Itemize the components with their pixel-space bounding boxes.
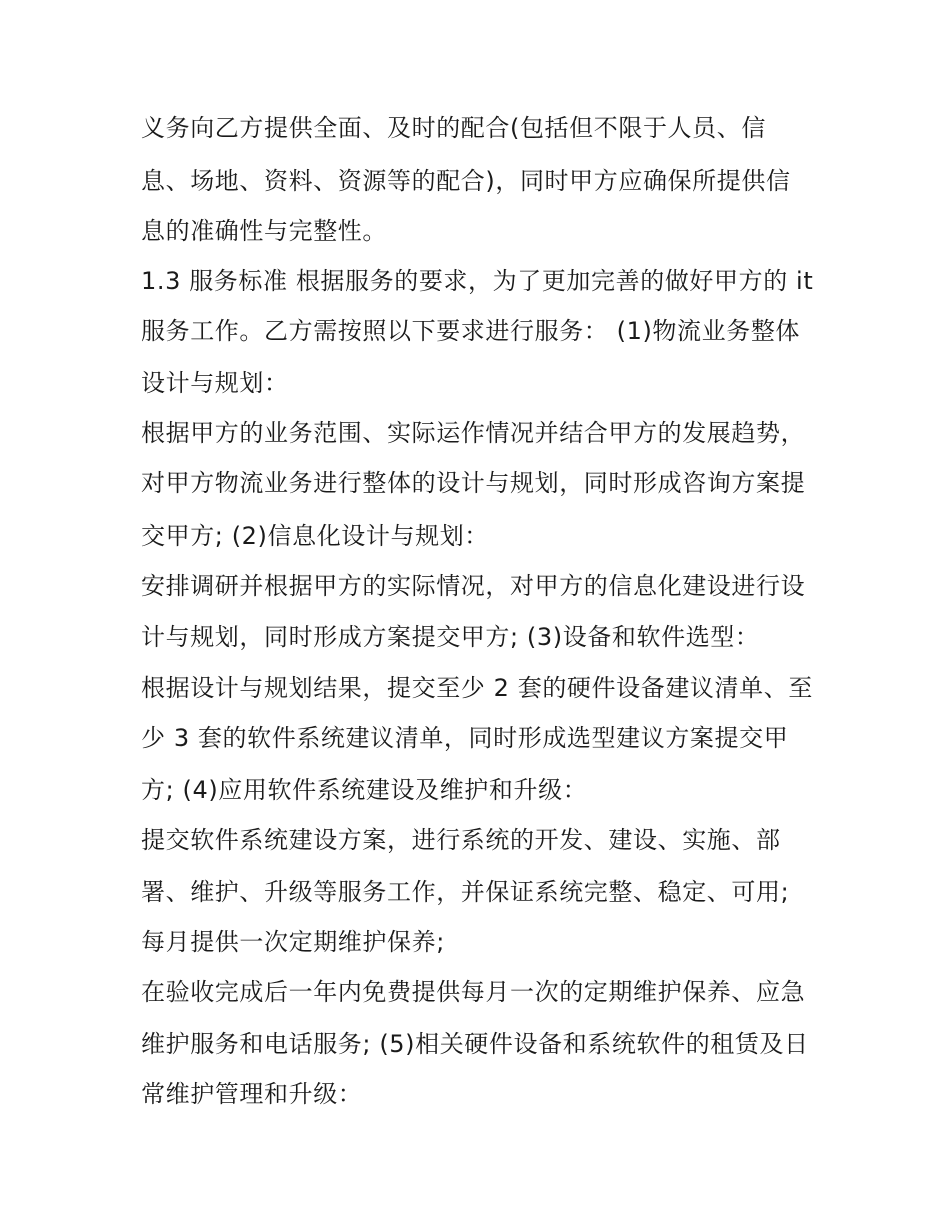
text-line: 计与规划，同时形成方案提交甲方; (3)设备和软件选型： [141,623,760,651]
text-line: 署、维护、升级等服务工作，并保证系统完整、稳定、可用; [141,878,790,906]
text-line: 常维护管理和升级： [141,1080,363,1108]
text-line: 方; (4)应用软件系统建设及维护和升级： [141,776,588,804]
text-line: 根据设计与规划结果，提交至少 2 套的硬件设备建议清单、至 [141,674,813,702]
text-line: 义务向乙方提供全面、及时的配合(包括但不限于人员、信 [141,114,766,142]
text-line: 交甲方; (2)信息化设计与规划： [141,522,489,550]
text-line: 对甲方物流业务进行整体的设计与规划，同时形成咨询方案提 [141,469,806,497]
text-line: 息的准确性与完整性。 [141,217,387,245]
text-line: 息、场地、资料、资源等的配合)，同时甲方应确保所提供信 [141,167,791,195]
text-line: 服务工作。乙方需按照以下要求进行服务： (1)物流业务整体 [141,317,801,345]
text-line: 少 3 套的软件系统建议清单，同时形成选型建议方案提交甲 [141,724,789,752]
text-line: 安排调研并根据甲方的实际情况，对甲方的信息化建设进行设 [141,572,806,600]
text-line: 1.3 服务标准 根据服务的要求，为了更加完善的做好甲方的 it [141,267,814,295]
text-line: 维护服务和电话服务; (5)相关硬件设备和系统软件的租赁及日 [141,1030,809,1058]
text-line: 根据甲方的业务范围、实际运作情况并结合甲方的发展趋势， [141,419,806,447]
text-line: 设计与规划： [141,369,289,397]
text-line: 在验收完成后一年内免费提供每月一次的定期维护保养、应急 [141,978,806,1006]
text-line: 每月提供一次定期维护保养; [141,928,445,956]
text-line: 提交软件系统建设方案，进行系统的开发、建设、实施、部 [141,826,781,854]
